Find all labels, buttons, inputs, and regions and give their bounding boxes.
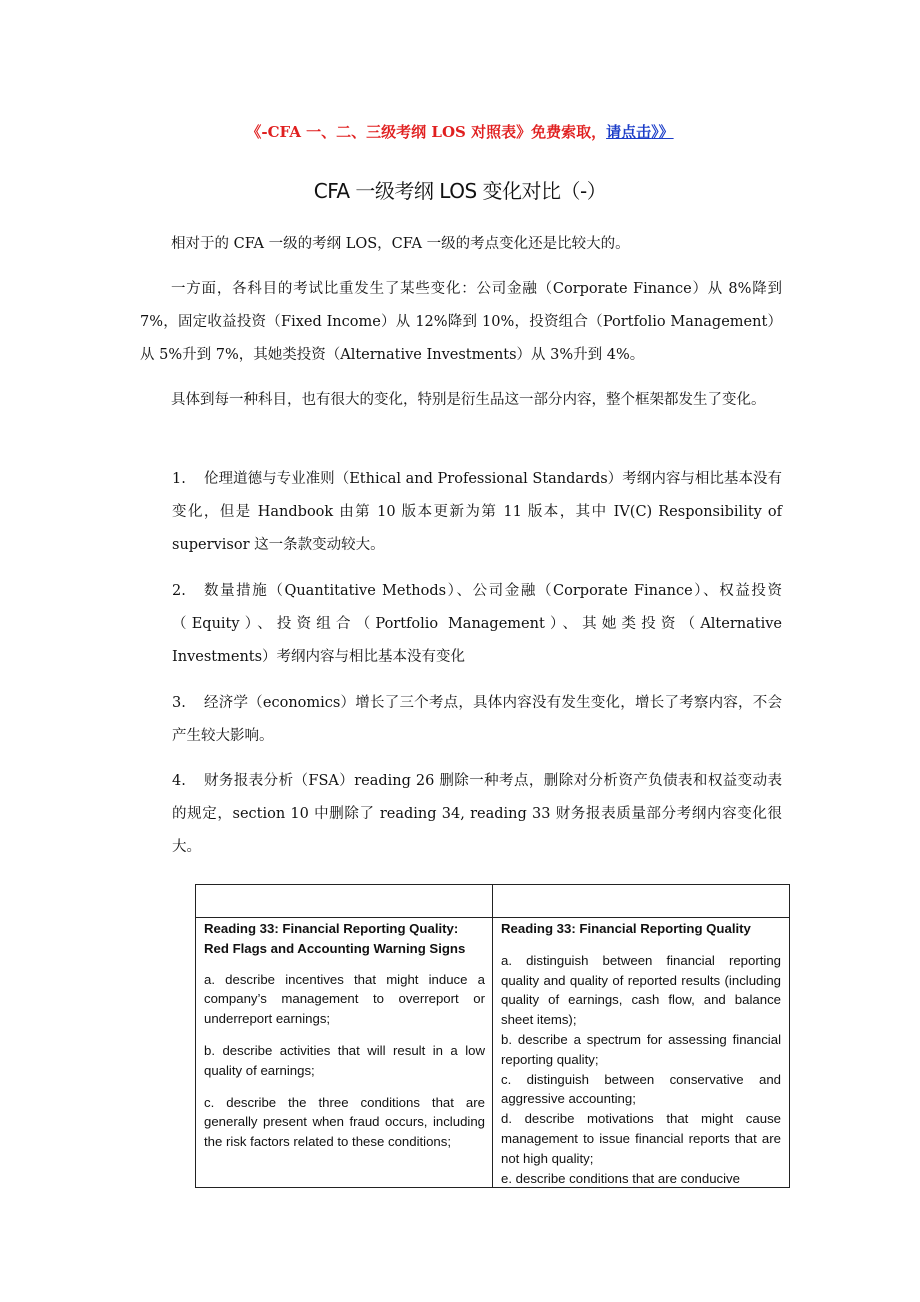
new-los-entry: e. describe conditions that are conducive [501,1170,740,1186]
new-los-entry: b. describe a spectrum for assessing financial reporting quality; [501,1031,781,1067]
list-item-number: 1. [172,471,186,487]
table-cell-old-los [204,918,485,1188]
new-los-entry: a. distinguish between financial reporting quality and quality of reported results (including quality of earnings, cash flow, and balance sheet items); [501,952,781,1028]
list-item-text: 财务报表分析（FSA）reading 26 删除一种考点，删除对分析资产负债表和权益变动表的规定，section 10 中删除了 reading 34, reading 33 财务报表质量部分考纲内容变化很大。 [172,773,782,855]
promo-banner [0,121,920,142]
old-los-entry: a. describe incentives that might induce a company’s management to overreport or underreport earnings; [204,971,485,1027]
promo-banner-text: 《-CFA 一、二、三级考纲 LOS 对照表》免费索取， [246,123,607,141]
old-los-heading: Reading 33: Financial Reporting Quality: Red Flags and Accounting Warning Signs [204,921,466,956]
new-los-heading: Reading 33: Financial Reporting Quality [501,921,751,936]
promo-link-tail[interactable]: 》》 [651,123,674,141]
promo-link[interactable]: 请点击 [606,123,652,141]
list-item [172,765,782,864]
new-los-entry: d. describe motivations that might cause management to issue financial reports that are not high quality; [501,1111,781,1166]
paragraph-weights: 一方面，各科目的考试比重发生了某些变化：公司金融（Corporate Finance）从 8%降到 7%，固定收益投资（Fixed Income）从 12%降到 10%，投资组合（Portfolio Management）从 5%升到 7%，其她类投资（Alternative Investments）从 3%升到 4%。 [140,281,782,363]
list-item-number: 3. [172,695,186,711]
list-item [172,687,782,753]
paragraph-intro: 相对于的 CFA 一级的考纲 LOS，CFA 一级的考点变化还是比较大的。 [171,236,630,252]
list-item-number: 2. [172,583,186,599]
list-item-text: 经济学（economics）增长了三个考点，具体内容没有发生变化，增长了考察内容，不会产生较大影响。 [172,695,782,744]
list-item [172,463,782,562]
los-comparison-table [195,884,790,1188]
list-item-text: 伦理道德与专业准则（Ethical and Professional Standards）考纲内容与相比基本没有变化，但是 Handbook 由第 10 版本更新为第 11 版本，其中 IV(C) Responsibility of supervisor 这一条款变动较大。 [172,471,782,553]
new-los-entry: c. distinguish between conservative and aggressive accounting; [501,1071,781,1107]
page-title: CFA 一级考纲 LOS 变化对比（-） [313,179,607,203]
table-column-divider [492,885,493,1187]
paragraph-subjects: 具体到每一种科目，也有很大的变化，特别是衍生品这一部分内容，整个框架都发生了变化。 [171,392,766,408]
old-los-entry: c. describe the three conditions that are generally present when fraud occurs, including the risk factors related to these conditions; [204,1094,485,1150]
table-cell-new-los [501,918,781,1188]
list-item-text: 数量措施（Quantitative Methods）、公司金融（Corporate Finance）、权益投资（Equity）、投资组合（Portfolio Management）、其她类投资（Alternative Investments）考纲内容与相比基本没有变化 [172,583,782,665]
list-item [172,575,782,674]
old-los-entry: b. describe activities that will result in a low quality of earnings; [204,1042,485,1078]
list-item-number: 4. [172,773,186,789]
